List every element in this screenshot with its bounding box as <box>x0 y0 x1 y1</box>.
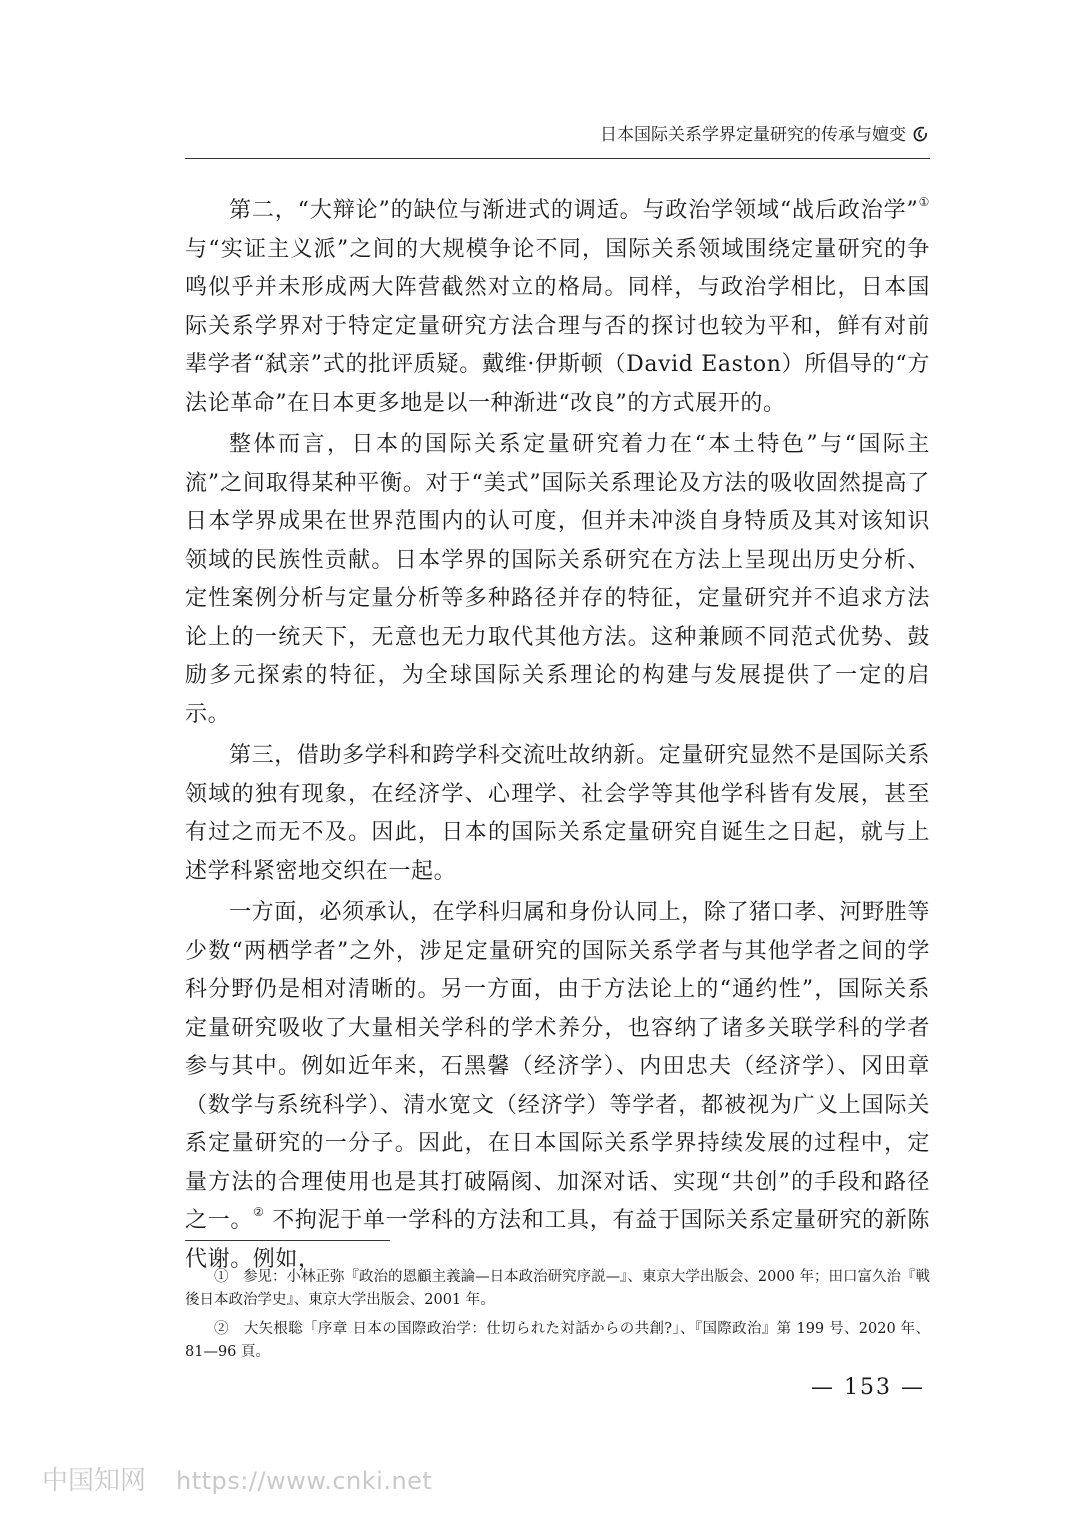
footnotes <box>185 1266 930 1370</box>
footnote-1: ① 参见：小林正弥『政治的恩顧主義論—日本政治研究序説—』、東京大学出版会、2000 年；田口富久治『戦後日本政治学史』、東京大学出版会、2001 年。 <box>185 1269 930 1308</box>
watermark <box>42 1460 432 1497</box>
footnote-rule <box>185 1240 390 1241</box>
running-header-title: 日本国际关系学界定量研究的传承与嬗变 <box>600 125 906 145</box>
paragraph-1: 第二，“大辩论”的缺位与渐进式的调适。与政治学领域“战后政治学”①与“实证主义派”之间的大规模争论不同，国际关系领域围绕定量研究的争鸣似乎并未形成两大阵营截然对立的格局。同样，与政治学相比，日本国际关系学界对于特定定量研究方法合理与否的探讨也较为平和，鲜有对前辈学者“弑亲”式的批评质疑。戴维·伊斯顿（David Easton）所倡导的“方法论革命”在日本更多地是以一种渐进“改良”的方式展开的。 <box>185 195 930 416</box>
footnote-ref-1[interactable]: ① <box>918 195 930 209</box>
header-rule <box>185 158 930 159</box>
footnote-2: ② 大矢根聡「序章 日本の国際政治学：仕切られた対話からの共創?」、『国際政治』第 199 号、2020 年、81—96 頁。 <box>185 1321 930 1360</box>
journal-logo-icon <box>910 124 930 144</box>
paragraph-4: 一方面，必须承认，在学科归属和身份认同上，除了猪口孝、河野胜等少数“两栖学者”之外，涉足定量研究的国际关系学者与其他学者之间的学科分野仍是相对清晰的。另一方面，由于方法论上的“通约性”，国际关系定量研究吸收了大量相关学科的学术养分，也容纳了诸多关联学科的学者参与其中。例如近年来，石黑馨（经济学）、内田忠夫（经济学）、冈田章（数学与系统科学）、清水宽文（经济学）等学者，都被视为广义上国际关系定量研究的一分子。因此，在日本国际关系学界持续发展的过程中，定量方法的合理使用也是其打破隔阂、加深对话、实现“共创”的手段和路径之一。② 不拘泥于单一学科的方法和工具，有益于国际关系定量研究的新陈代谢。例如， <box>185 900 930 1272</box>
watermark-brand: 中国知网 <box>42 1466 147 1496</box>
running-header <box>185 120 930 145</box>
paragraph-3: 第三，借助多学科和跨学科交流吐故纳新。定量研究显然不是国际关系领域的独有现象，在经济学、心理学、社会学等其他学科皆有发展，甚至有过之而无不及。因此，日本的国际关系定量研究自诞生之日起，就与上述学科紧密地交织在一起。 <box>185 743 930 884</box>
footnote-ref-2[interactable]: ② <box>253 1205 265 1219</box>
page-number: — 153 — <box>811 1375 925 1400</box>
body-text <box>185 192 930 1282</box>
paragraph-2: 整体而言，日本的国际关系定量研究着力在“本土特色”与“国际主流”之间取得某种平衡。对于“美式”国际关系理论及方法的吸收固然提高了日本学界成果在世界范围内的认可度，但并未冲淡自身特质及其对该知识领域的民族性贡献。日本学界的国际关系研究在方法上呈现出历史分析、定性案例分析与定量分析等多种路径并存的特征，定量研究并不追求方法论上的一统天下，无意也无力取代其他方法。这种兼顾不同范式优势、鼓励多元探索的特征，为全球国际关系理论的构建与发展提供了一定的启示。 <box>185 432 930 727</box>
watermark-url: https://www.cnki.net <box>176 1467 433 1495</box>
